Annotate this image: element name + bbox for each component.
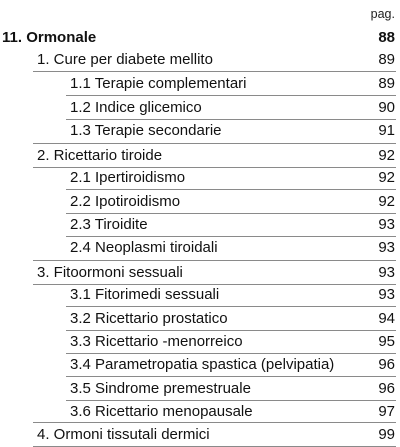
toc-item-page: 90 <box>378 99 395 116</box>
toc-item-title: 1.1 Terapie complementari <box>70 75 247 92</box>
toc-chapter-page: 93 <box>378 264 395 281</box>
toc-item-row[interactable] <box>66 213 396 237</box>
toc-item-title: 3.2 Ricettario prostatico <box>70 310 228 327</box>
toc-item-page: 96 <box>378 380 395 397</box>
toc-item-title: 3.5 Sindrome premestruale <box>70 380 251 397</box>
toc-item-row[interactable] <box>66 72 396 96</box>
toc-section-row[interactable] <box>0 26 396 49</box>
toc-item-title: 1.2 Indice glicemico <box>70 99 202 116</box>
toc-item-page: 93 <box>378 216 395 233</box>
toc-item-row[interactable] <box>66 400 396 423</box>
toc-chapter-row[interactable] <box>33 260 396 285</box>
toc-item-title: 1.3 Terapie secondarie <box>70 122 222 139</box>
toc-item-title: 3.4 Parametropatia spastica (pelvipatia) <box>70 356 335 373</box>
toc-chapter-page: 92 <box>378 147 395 164</box>
toc-chapter-row[interactable] <box>33 48 396 72</box>
toc-item-page: 92 <box>378 193 395 210</box>
toc-section-title: 11. Ormonale <box>2 29 97 46</box>
toc-item-row[interactable] <box>66 236 396 259</box>
toc-chapter-row[interactable] <box>33 422 396 447</box>
toc-item-title: 3.6 Ricettario menopausale <box>70 403 253 420</box>
toc-item-title: 3.1 Fitorimedi sessuali <box>70 286 220 303</box>
toc-item-page: 89 <box>378 75 395 92</box>
toc-chapter-page: 89 <box>378 51 395 68</box>
toc-item-page: 96 <box>378 356 395 373</box>
toc-item-title: 2.1 Ipertiroidismo <box>70 169 186 186</box>
toc-item-row[interactable] <box>66 353 396 377</box>
toc-item-row[interactable] <box>66 330 396 354</box>
toc-item-page: 91 <box>378 122 395 139</box>
toc-item-title: 2.4 Neoplasmi tiroidali <box>70 239 218 256</box>
toc-item-page: 92 <box>378 169 395 186</box>
toc-item-row[interactable] <box>66 283 396 307</box>
toc-item-page: 97 <box>378 403 395 420</box>
toc-item-row[interactable] <box>66 166 396 190</box>
toc-chapter-title: 2. Ricettario tiroide <box>37 147 163 164</box>
toc-item-row[interactable] <box>66 307 396 331</box>
toc-section-page: 88 <box>378 29 395 46</box>
toc-item-title: 2.3 Tiroidite <box>70 216 148 233</box>
toc-item-page: 93 <box>378 286 395 303</box>
toc-item-row[interactable] <box>66 190 396 214</box>
toc-chapter-page: 99 <box>378 426 395 443</box>
toc-item-row[interactable] <box>66 96 396 120</box>
toc-chapter-title: 3. Fitoormoni sessuali <box>37 264 183 281</box>
toc-chapter-title: 1. Cure per diabete mellito <box>37 51 213 68</box>
toc-item-page: 95 <box>378 333 395 350</box>
toc-chapter-title: 4. Ormoni tissutali dermici <box>37 426 210 443</box>
toc-item-title: 3.3 Ricettario -menorreico <box>70 333 243 350</box>
page-column-header: pag. <box>370 7 395 21</box>
toc-chapter-row[interactable] <box>33 143 396 168</box>
toc-item-title: 2.2 Ipotiroidismo <box>70 193 181 210</box>
toc-item-page: 94 <box>378 310 395 327</box>
toc-item-row[interactable] <box>66 377 396 401</box>
toc-item-row[interactable] <box>66 119 396 142</box>
toc-item-page: 93 <box>378 239 395 256</box>
